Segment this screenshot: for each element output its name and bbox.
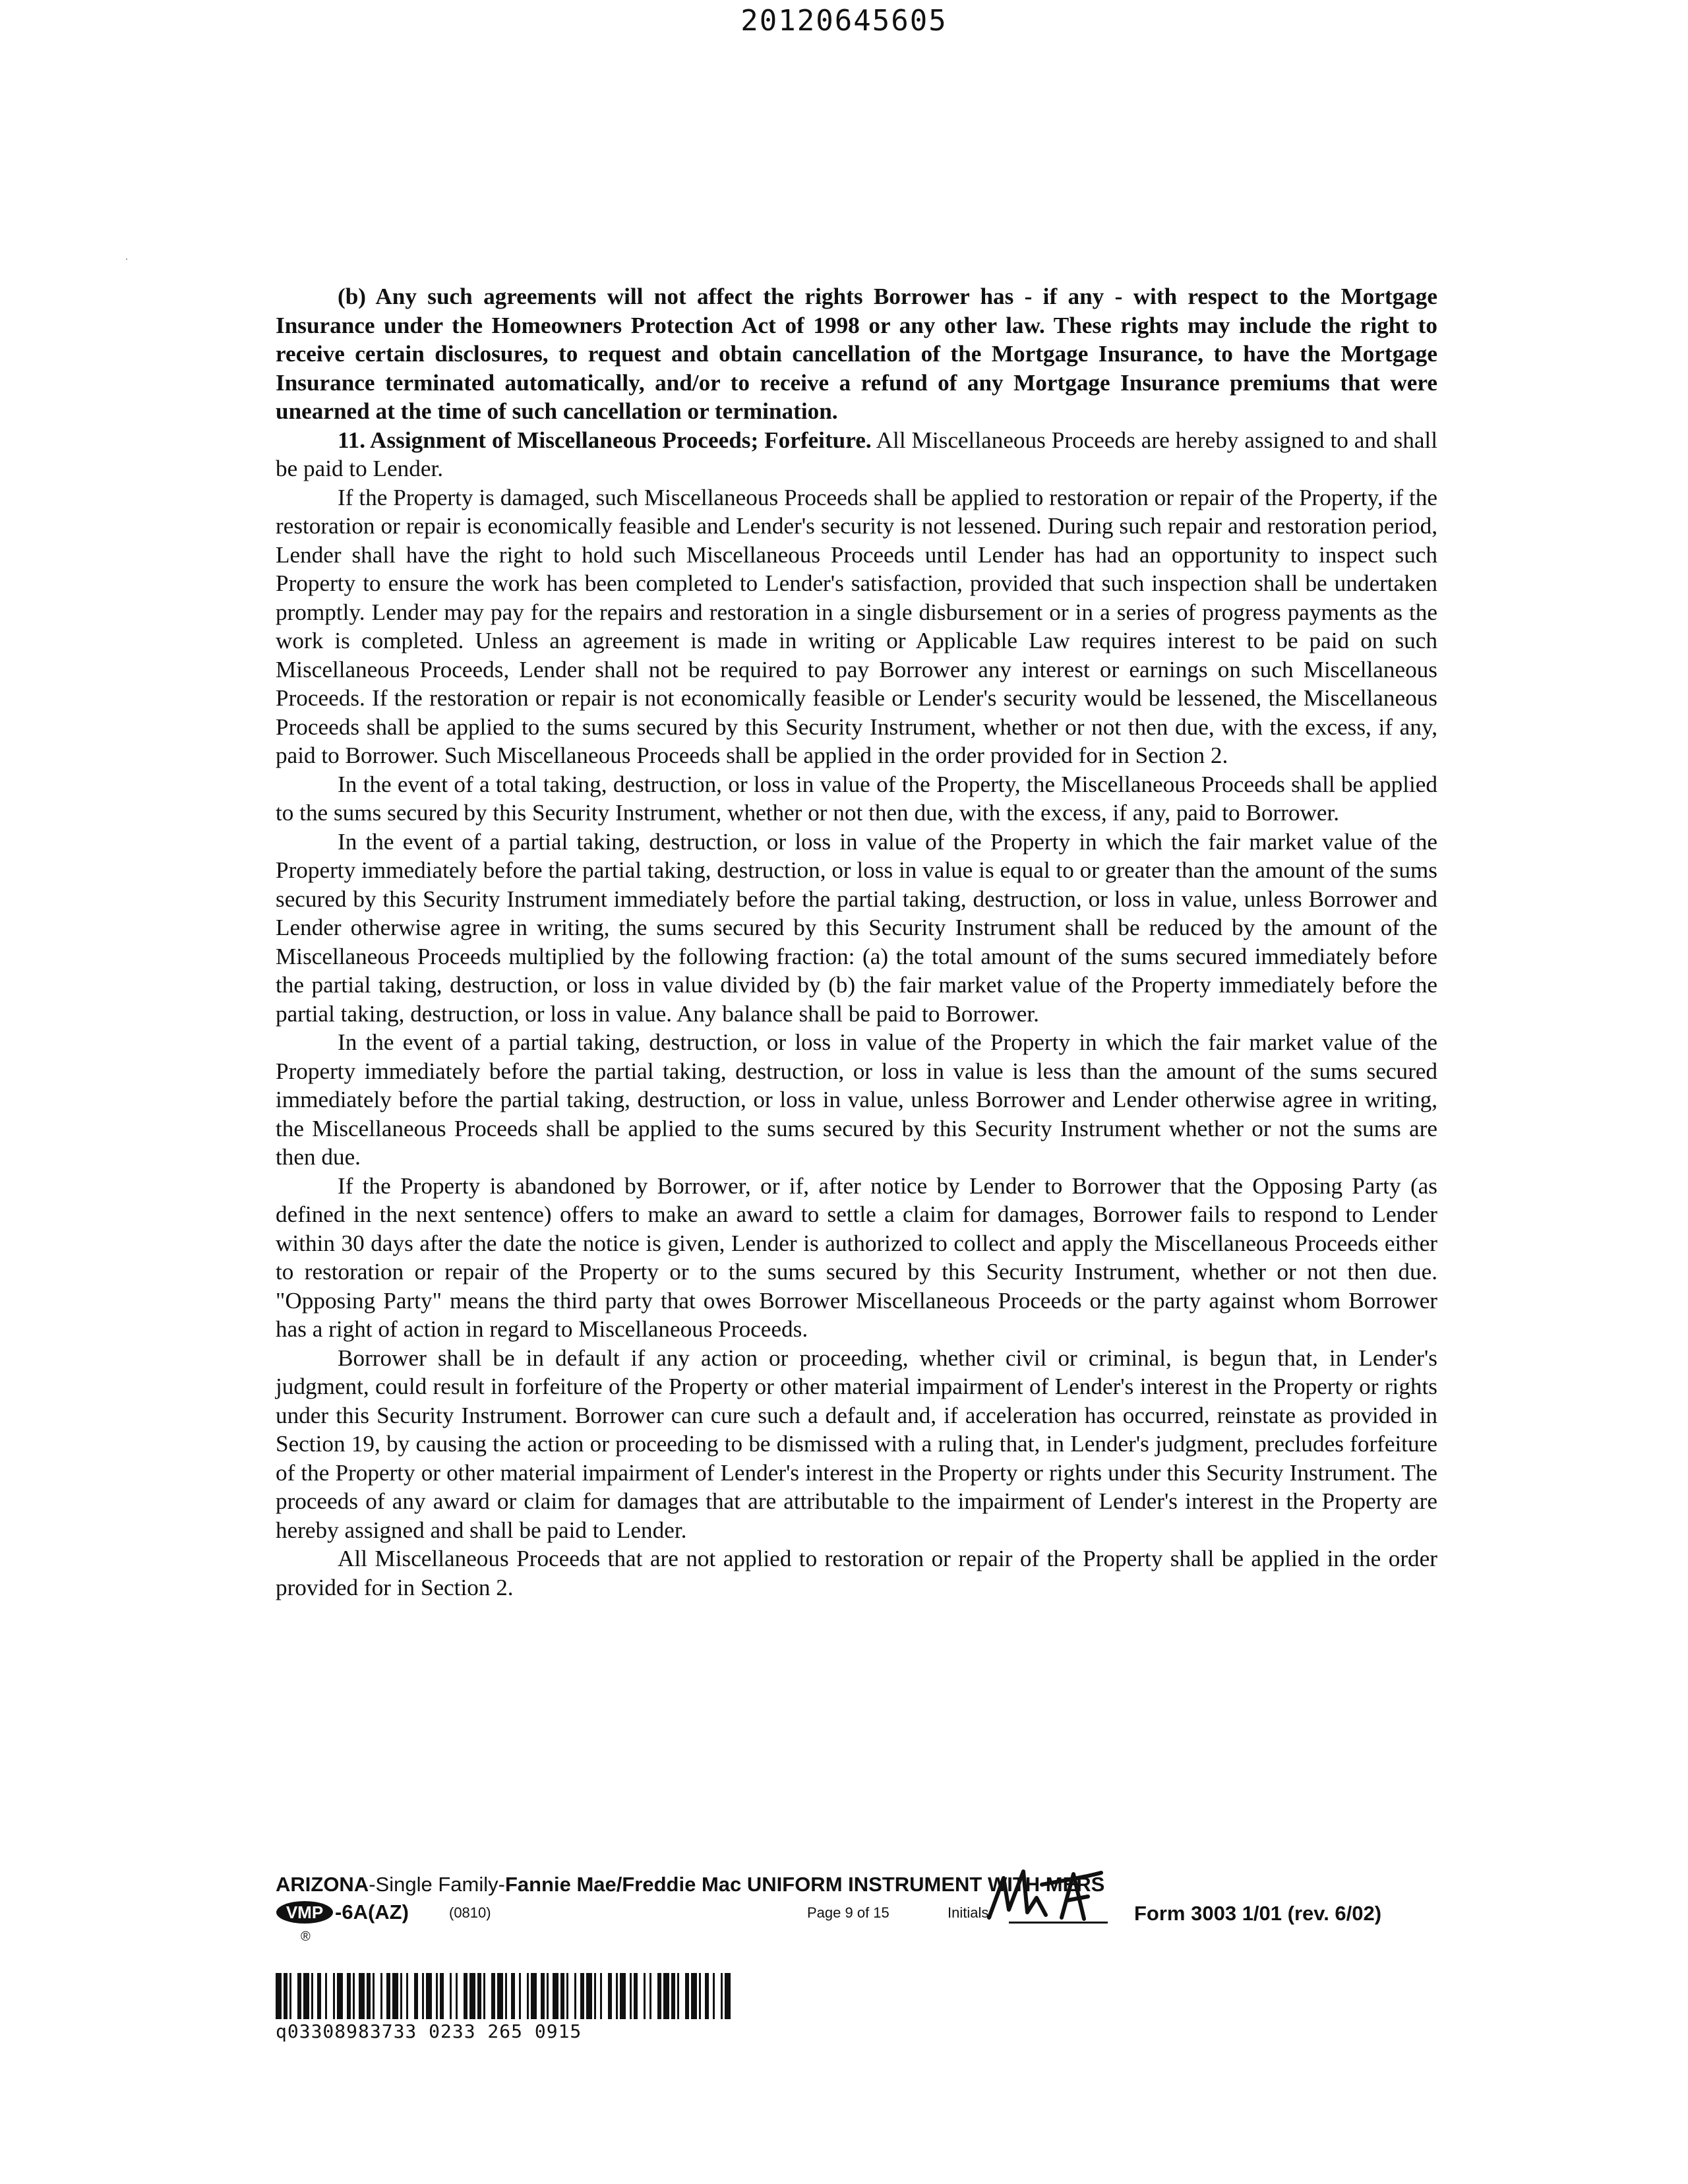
- barcode-bar: [505, 1973, 507, 2019]
- barcode-bar: [586, 1973, 592, 2019]
- initials-label: Initials:: [948, 1904, 993, 1921]
- paragraph: Borrower shall be in default if any action or proceeding, whether civil or criminal, is begun that, in Lender's judgment, could result in forfeiture of the Property or other material impairment of Lender's interest in the Property or rights under this Security Instrument. Borrower can cure such a default and, if acceleration has occurred, reinstate as provided in Section 19, by causing the action or proceeding to be dismissed with a ruling that, in Lender's judgment, precludes forfeiture of the Property or other material impairment of Lender's interest in the Property or rights under this Security Instrument. The proceeds of any award or claim for damages that are attributable to the impairment of Lender's interest in the Property are hereby assigned and shall be paid to Lender.: [276, 1345, 1437, 1543]
- vmp-logo-icon: [276, 1900, 334, 1924]
- barcode-bar: [392, 1973, 398, 2019]
- scan-speck: [126, 258, 127, 260]
- barcode-bar: [600, 1973, 602, 2019]
- barcode-bar: [511, 1973, 515, 2019]
- barcode-bar: [616, 1973, 618, 2019]
- barcode-bar: [721, 1973, 723, 2019]
- barcode-bar: [311, 1973, 313, 2019]
- barcode-bar: [663, 1973, 669, 2019]
- barcode-bar: [608, 1973, 612, 2019]
- barcode-bar: [367, 1973, 371, 2019]
- paragraph: If the Property is abandoned by Borrower, or if, after notice by Lender to Borrower that the Opposing Party (as defined in the next sentence) offers to make an award to settle a claim for damages, Borrower fails to respond to Lender within 30 days after the date the notice is given, Lender is authorized to collect and apply the Miscellaneous Proceeds either to restoration or repair of the Property or to the sums secured by this Security Instrument, whether or not then due. "Opposing Party" means the third party that owes Borrower Miscellaneous Proceeds or the party against whom Borrower has a right of action in regard to Miscellaneous Proceeds.: [276, 1172, 1437, 1342]
- barcode-bar: [477, 1973, 481, 2019]
- form-code: -6A(AZ): [335, 1900, 409, 1924]
- barcode-bar: [644, 1973, 646, 2019]
- barcode-bar: [456, 1973, 458, 2019]
- barcode-bar: [491, 1973, 495, 2019]
- barcode-bar: [566, 1973, 568, 2019]
- form-info-line: [276, 1900, 1437, 1940]
- barcode-bar: [630, 1973, 632, 2019]
- form-revision-code: (0810): [449, 1904, 491, 1921]
- barcode-bar: [560, 1973, 564, 2019]
- section-11-heading: 11. Assignment of Miscellaneous Proceeds; Forfeiture.: [338, 427, 872, 453]
- barcode-bar: [685, 1973, 689, 2019]
- barcode-bar: [705, 1973, 709, 2019]
- paragraph: In the event of a total taking, destruction, or loss in value of the Property, the Miscellaneous Proceeds shall be applied to the sums secured by this Security Instrument, whether or not then due, with the excess, if any, paid to Borrower.: [276, 771, 1437, 826]
- barcode-bar: [531, 1973, 537, 2019]
- barcode-digits: q03308983733 0233 265 0915: [276, 2020, 582, 2042]
- barcode-bar: [594, 1973, 596, 2019]
- barcode-bar: [380, 1973, 382, 2019]
- barcode-bar: [386, 1973, 390, 2019]
- barcode-bar: [414, 1973, 418, 2019]
- page-number: Page 9 of 15: [807, 1904, 889, 1921]
- barcode-bar: [297, 1973, 301, 2019]
- paragraph: In the event of a partial taking, destruction, or loss in value of the Property in which the fair market value of the Property immediately before the partial taking, destruction, or loss in value is less than the amount of the sums secured immediately before the partial taking, destruction, or loss in value, unless Borrower and Lender otherwise agree in writing, the Miscellaneous Proceeds shall be applied to the sums secured by this Security Instrument whether or not the sums are then due.: [276, 1029, 1437, 1170]
- barcode-bar: [725, 1973, 731, 2019]
- barcode-bar: [373, 1973, 375, 2019]
- barcode-bar: [634, 1973, 638, 2019]
- barcode-bar: [353, 1973, 355, 2019]
- barcode-bar: [497, 1973, 503, 2019]
- section-11: [276, 426, 1437, 483]
- barcode-bar: [289, 1973, 291, 2019]
- barcode-bar: [547, 1973, 549, 2019]
- barcode-bar: [337, 1973, 343, 2019]
- barcode-bar: [325, 1973, 327, 2019]
- barcode-bar: [580, 1973, 584, 2019]
- agency-title: Fannie Mae/Freddie Mac UNIFORM INSTRUMENT: [504, 1873, 982, 1896]
- barcode-bar: [284, 1973, 287, 2019]
- barcode-bar: [333, 1973, 335, 2019]
- barcode-bar: [426, 1973, 432, 2019]
- barcode-bar: [519, 1973, 521, 2019]
- barcode-bar: [677, 1973, 679, 2019]
- with-mers: WITH MERS: [982, 1873, 1105, 1896]
- paragraph-b: (b) Any such agreements will not affect the rights Borrower has - if any - with respect to the Mortgage Insurance under the Homeowners Protection Act of 1998 or any other law. These rights may include the right to receive certain disclosures, to request and obtain cancellation of the Mortgage Insurance, to have the Mortgage Insurance terminated automatically, and/or to receive a refund of any Mortgage Insurance premiums that were unearned at the time of such cancellation or termination.: [276, 284, 1437, 424]
- barcode-bar: [527, 1973, 529, 2019]
- barcode-bar: [541, 1973, 545, 2019]
- property-type: -Single Family-: [369, 1873, 505, 1896]
- barcode-bar: [483, 1973, 485, 2019]
- paragraph: In the event of a partial taking, destruction, or loss in value of the Property in which the fair market value of the Property immediately before the partial taking, destruction, or loss in value is equal to or greater than the amount of the sums secured by this Security Instrument immediately before the partial taking, destruction, or loss in value, unless Borrower and Lender otherwise agree in writing, the sums secured by this Security Instrument shall be reduced by the amount of the Miscellaneous Proceeds multiplied by the following fraction: (a) the total amount of the sums secured immediately before the partial taking, destruction, or loss in value divided by (b) the fair market value of the Property immediately before the partial taking, destruction, or loss in value. Any balance shall be paid to Borrower.: [276, 828, 1437, 1027]
- barcode-bar: [574, 1973, 576, 2019]
- barcode-bar: [359, 1973, 365, 2019]
- barcode-bar: [464, 1973, 467, 2019]
- barcode-bar: [691, 1973, 697, 2019]
- barcode-bar: [657, 1973, 661, 2019]
- recording-number: 20120645605: [740, 4, 948, 38]
- initials-signature-icon: [963, 1858, 1134, 1931]
- barcode-bar: [553, 1973, 558, 2019]
- barcode-bar: [276, 1973, 282, 2019]
- barcode-bar: [347, 1973, 351, 2019]
- barcode-bar: [620, 1973, 626, 2019]
- state-name: ARIZONA: [276, 1873, 369, 1896]
- section-11-text: All Miscellaneous Proceeds are hereby assigned to and shall be paid to Lender.: [276, 427, 1437, 481]
- barcode-bar: [450, 1973, 452, 2019]
- barcode-icon: [276, 1973, 731, 2019]
- barcode-bar: [400, 1973, 402, 2019]
- barcode-bar: [699, 1973, 701, 2019]
- vmp-logo-text: VMP: [286, 1902, 324, 1922]
- barcode-bar: [440, 1973, 444, 2019]
- document-body: [276, 282, 1437, 1602]
- form-id: Form 3003 1/01 (rev. 6/02): [1134, 1902, 1382, 1925]
- barcode-bar: [303, 1973, 309, 2019]
- barcode-bar: [671, 1973, 675, 2019]
- barcode-bar: [317, 1973, 321, 2019]
- registered-mark: ®: [301, 1929, 311, 1944]
- paragraph: All Miscellaneous Proceeds that are not applied to restoration or repair of the Property shall be applied in the order provided for in Section 2.: [276, 1546, 1437, 1600]
- paragraph: If the Property is damaged, such Miscellaneous Proceeds shall be applied to restoration or repair of the Property, if the restoration or repair is economically feasible and Lender's security is not lessened. During such repair and restoration period, Lender shall have the right to hold such Miscellaneous Proceeds until Lender has had an opportunity to inspect such Property to ensure the work has been completed to Lender's satisfaction, provided that such inspection shall be undertaken promptly. Lender may pay for the repairs and restoration in a single disbursement or in a series of progress payments as the work is completed. Unless an agreement is made in writing or Applicable Law requires interest to be paid on such Miscellaneous Proceeds, Lender shall not be required to pay Borrower any interest or earnings on such Miscellaneous Proceeds. If the restoration or repair is not economically feasible or Lender's security would be lessened, the Miscellaneous Proceeds shall be applied to the sums secured by this Security Instrument, whether or not then due, with the excess, if any, paid to Borrower. Such Miscellaneous Proceeds shall be applied in the order provided for in Section 2.: [276, 484, 1437, 768]
- barcode-bar: [713, 1973, 715, 2019]
- barcode-bar: [406, 1973, 408, 2019]
- barcode-bar: [436, 1973, 438, 2019]
- barcode-bar: [469, 1973, 475, 2019]
- barcode-bar: [422, 1973, 424, 2019]
- barcode-bar: [649, 1973, 651, 2019]
